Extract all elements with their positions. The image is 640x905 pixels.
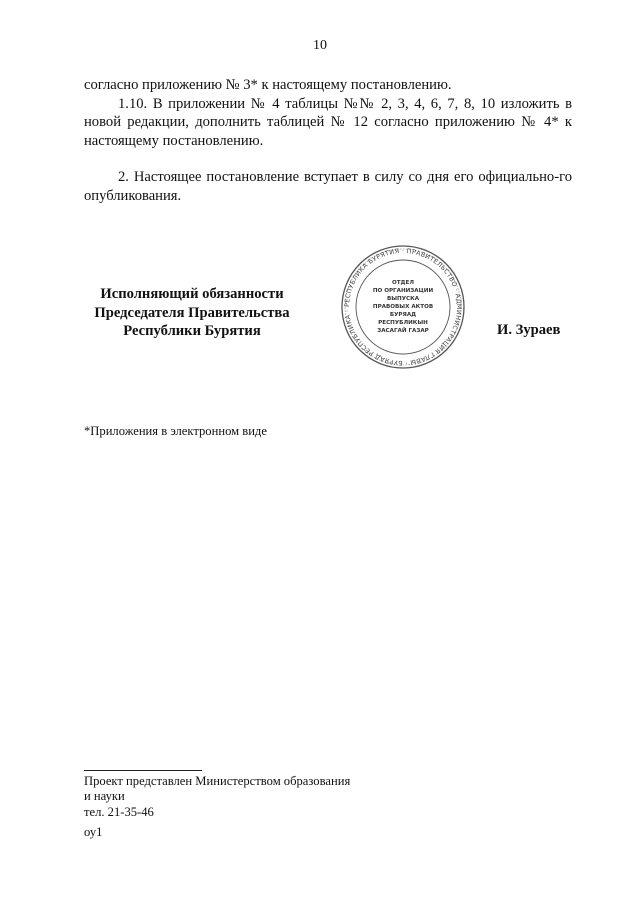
seal-line-6: РЕСПУБЛИКЫН <box>378 320 428 326</box>
seal-line-5: БУРЯАД <box>389 312 417 318</box>
footer-line-2: и науки <box>84 789 125 804</box>
paragraph-3: 2. Настоящее постановление вступает в силу со дня его официально-го опубликования. <box>84 169 572 204</box>
signer-title <box>84 285 300 341</box>
seal-line-3: ВЫПУСКА <box>386 296 420 302</box>
seal-line-7: ЗАСАГАЙ ГАЗАР <box>377 328 429 334</box>
footer-divider <box>84 770 202 771</box>
seal-line-1: ОТДЕЛ <box>391 280 415 286</box>
document-body <box>84 76 572 205</box>
footer-line-1: Проект представлен Министерством образования <box>84 774 351 788</box>
seal-ring-text: РЕСПУБЛИКА БУРЯТИЯ · ПРАВИТЕЛЬСТВО · АДМИНИСТРАЦИЯ ГЛАВЫ · БУРЯАД РЕСПУБЛИКА · <box>342 246 464 368</box>
seal-line-4: ПРАВОВЫХ АКТОВ <box>372 304 434 310</box>
page-number: 10 <box>313 38 327 53</box>
paragraph-2: 1.10. В приложении № 4 таблицы №№ 2, 3, 4, 6, 7, 8, 10 изложить в новой редакции, дополнить таблицей № 12 согласно приложению № 4* к настоящему постановлению. <box>84 95 572 149</box>
footer-code: оу1 <box>84 825 103 839</box>
official-seal-stamp <box>340 244 466 370</box>
signer-title-line-2: Председателя Правительства <box>94 304 290 321</box>
signer-title-line-1: Исполняющий обязанности <box>100 286 284 302</box>
footer-note <box>84 774 350 820</box>
footer-phone: тел. 21-35-46 <box>84 804 154 819</box>
signer-title-line-3: Республики Бурятия <box>123 323 261 339</box>
seal-line-2: ПО ОРГАНИЗАЦИИ <box>372 288 434 294</box>
attachments-footnote: *Приложения в электронном виде <box>84 424 267 438</box>
signer-name: И. Зураев <box>497 322 561 338</box>
paragraph-1: согласно приложению № 3* к настоящему постановлению. <box>84 77 452 93</box>
